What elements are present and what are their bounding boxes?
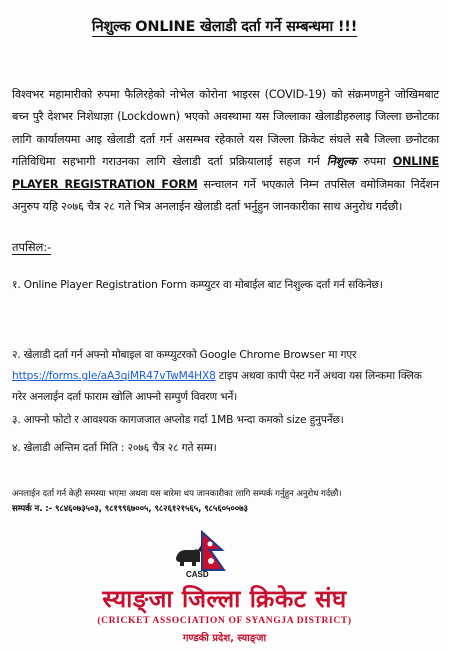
- footer-logo-area: [0, 530, 449, 650]
- intro-bold-word: निशुल्क: [326, 155, 357, 169]
- org-name-nepali: स्याङ्जा जिल्ला क्रिकेट संघ: [102, 585, 347, 613]
- notice-title: [0, 16, 449, 36]
- point-1: १. Online Player Registration Form कम्प्युटर वा मोबाईल बाट निशुल्क दर्ता गर्न सकिनेछ।: [12, 279, 383, 291]
- point-2-text-a: २. खेलाडी दर्ता गर्न अफ्नो मोबाइल वा कम्प्युटरको Google Chrome Browser मा गएर: [12, 349, 357, 361]
- intro-text-1: विश्वभर महामारीको रुपमा फैलिरहेको नोभेल कोरोना भाइरस (COVID-19) को संक्रमणहुने जोखिमबाट बच्न पुरै देशभर निशेधाज्ञा (Lockdown) भएको अवस्थामा यस जिल्लाका खेलाडीहरुलाइ जिल्ला छनोटका लागि कार्यालयमा आइ खेलाडी दर्ता गर्न असम्भव रहेकाले यस जिल्ला क्रिकेट संघले सबै जिल्ला छनोटका गतिविधिमा सहभागी गराउनका लागि खेलाडी दर्ता प्रक्रियालाई सहज गर्न: [12, 88, 439, 169]
- point-3: ३. आफ्नो फोटो र आवश्यक कागजजात अप्लोड गर्दा 1MB भन्दा कमको size हुनुपर्नेछ।: [12, 414, 344, 426]
- intro-text-3: सन्चालन गर्ने भएकाले निम्न तपसिल वमोजिमका निर्देशन अनुरुप यहि २०७६ चैत्र २८ गते भित्र अनलाईन खेलाडी दर्ता भर्नुहुन जानकारीका साथ अनुरोध गर्दछौ।: [12, 177, 439, 214]
- contact-numbers-line: [12, 502, 441, 517]
- tapasil-heading: [12, 240, 51, 255]
- registration-form-link[interactable]: https://forms.gle/aA3qiMR47vTwM4HX8: [12, 370, 216, 382]
- contact-block: [12, 487, 441, 517]
- form-name: ONLINE PLAYER REGISTRATION FORM: [12, 155, 439, 191]
- notice-title-text: निशुल्क ONLINE खेलाडी दर्ता गर्ने सम्बन्धमा !!!: [91, 19, 358, 35]
- point-2-text-b: टाइप अथवा कापी पेस्ट गर्ने अथवा यस लिन्कमा क्लिक गरेर अनलाईन दर्ता फाराम खोलि आफ्नो सम्पुर्ण विवरण भर्ने।: [12, 370, 422, 403]
- casd-logo-text: CASD: [186, 570, 209, 579]
- intro-paragraph: [12, 84, 439, 218]
- intro-text-2: रुपमा: [356, 155, 393, 169]
- point-2: [12, 345, 437, 408]
- casd-logo-icon: [172, 530, 226, 582]
- contact-note: अनलाईन दर्ता गर्न केही समस्या भएमा अथवा यस बारेमा थप जानकारीका लागि सम्पर्क गर्नुहुन अनुरोध गर्दछौ।: [12, 489, 342, 499]
- contact-numbers: ९८४६०७३५०३, ९८१९९६७००५, ९८२६१२१५६५, ९८५६०५००७३: [52, 504, 248, 514]
- tapasil-label: तपसिल:-: [12, 240, 52, 254]
- point-4: ४. खेलाडी अन्तिम दर्ता मिति : २०७६ चैत्र २८ गते सम्म।: [12, 442, 217, 454]
- org-address: गण्डकी प्रदेश, स्याङ्जा: [182, 633, 267, 644]
- org-name-english: (CRICKET ASSOCIATION OF SYANGJA DISTRICT): [97, 615, 352, 626]
- contact-label: सम्पर्क न. :-: [12, 504, 53, 514]
